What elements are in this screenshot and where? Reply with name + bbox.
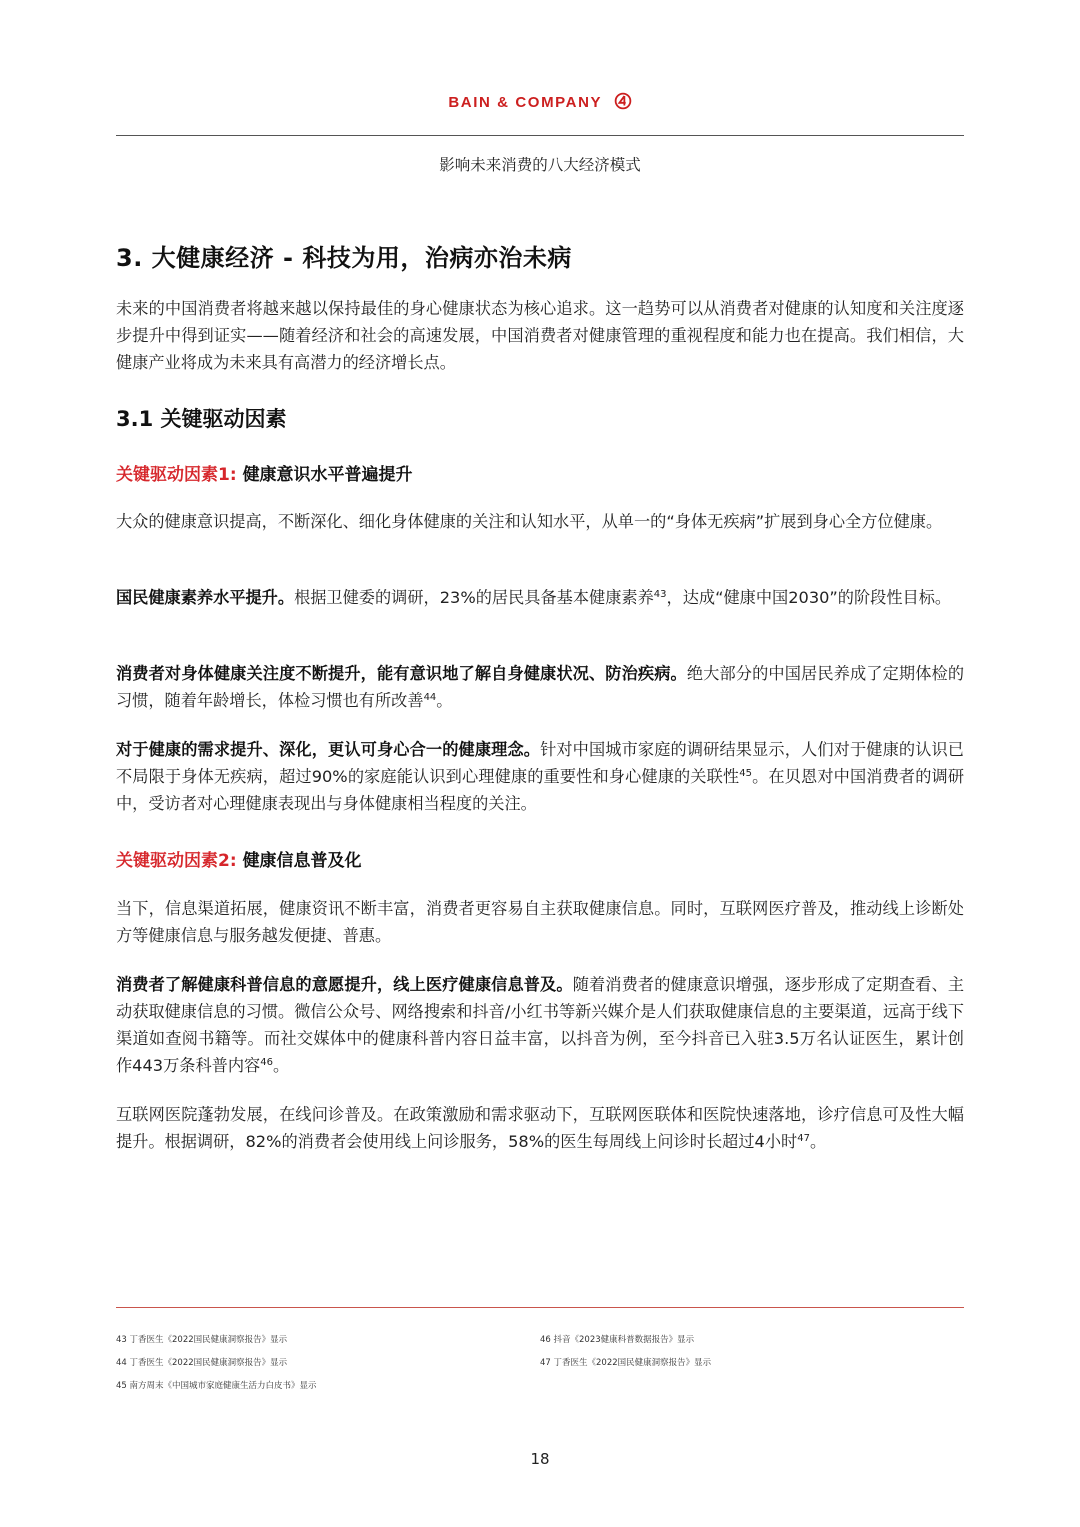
driver1-paragraph-4	[116, 736, 964, 817]
driver1-p2-text: 根据卫健委的调研，23%的居民具备基本健康素养	[294, 588, 654, 607]
driver1-paragraph-2	[116, 584, 964, 611]
driver2-title: 健康信息普及化	[242, 851, 362, 871]
driver2-heading	[116, 846, 964, 871]
driver2-p2-text: 随着消费者的健康意识增强，逐步形成了定期查看、主动获取健康信息的习惯。微信公众号、网络搜索和抖音/小红书等新兴媒介是人们获取健康信息的主要渠道，远高于线下渠道如查阅书籍等。而社交媒体中的健康科普内容日益丰富，以抖音为例，至今抖音已入驻3.5万名认证医生，累计创作443万条科普内容	[116, 975, 965, 1075]
driver1-p4-lead: 对于健康的需求提升、深化，更认可身心合一的健康理念。	[116, 740, 541, 759]
footnote-ref-43: 43	[653, 589, 667, 600]
driver2-p2-lead: 消费者了解健康科普信息的意愿提升，线上医疗健康信息普及。	[116, 975, 573, 994]
driver2-label: 关键驱动因素2:	[116, 851, 237, 871]
driver2-paragraph-1: 当下，信息渠道拓展，健康资讯不断丰富，消费者更容易自主获取健康信息。同时，互联网医疗普及，推动线上诊断处方等健康信息与服务越发便捷、普惠。	[116, 899, 964, 945]
driver1-label: 关键驱动因素1:	[116, 465, 237, 485]
bain-circle-logo-icon	[614, 92, 632, 110]
brand-name: BAIN & COMPANY	[448, 94, 602, 111]
header-divider	[116, 135, 964, 136]
driver2-paragraph-2	[116, 971, 964, 1079]
driver1-p2-tail: ，达成“健康中国2030”的阶段性目标。	[666, 588, 952, 607]
driver1-p2-lead: 国民健康素养水平提升。	[116, 588, 295, 607]
footnote-ref-44: 44	[423, 692, 437, 703]
footnote-46: 46 抖音《2023健康科普数据报告》显示	[540, 1335, 695, 1345]
driver1-p4-text: 针对中国城市家庭的调研结果显示，人们对于健康的认识已不局限于身体无疾病，超过90%的家庭能认识到心理健康的重要性和身心健康的关联性	[116, 740, 964, 786]
running-title: 影响未来消费的八大经济模式	[439, 156, 641, 174]
subsection-title: 3.1 关键驱动因素	[116, 407, 287, 431]
section-intro: 未来的中国消费者将越来越以保持最佳的身心健康状态为核心追求。这一趋势可以从消费者对健康的认知度和关注度逐步提升中得到证实——随着经济和社会的高速发展，中国消费者对健康管理的重视程度和能力也在提高。我们相信，大健康产业将成为未来具有高潜力的经济增长点。	[116, 299, 964, 372]
driver1-title: 健康意识水平普遍提升	[242, 465, 413, 485]
driver1-p3-tail: 。	[436, 691, 453, 710]
driver2-p2-tail: 。	[272, 1056, 290, 1075]
footnote-44: 44 丁香医生《2022国民健康洞察报告》显示	[116, 1358, 288, 1368]
driver1-paragraph-3	[116, 660, 964, 714]
section-title: 3. 大健康经济 - 科技为用，治病亦治未病	[116, 244, 572, 272]
footnote-45: 45 南方周末《中国城市家庭健康生活力白皮书》显示	[116, 1381, 317, 1391]
driver1-heading	[116, 460, 964, 485]
footnote-divider	[116, 1307, 964, 1308]
driver1-p3-lead: 消费者对身体健康关注度不断提升，能有意识地了解自身健康状况、防治疾病。	[116, 664, 687, 683]
footnote-ref-46: 46	[260, 1057, 273, 1068]
footnote-ref-47: 47	[797, 1133, 810, 1144]
driver2-p3-tail: 。	[809, 1132, 827, 1151]
footnote-47: 47 丁香医生《2022国民健康洞察报告》显示	[540, 1358, 712, 1368]
footnote-ref-45: 45	[739, 768, 752, 779]
driver2-paragraph-3	[116, 1101, 964, 1155]
footnote-43: 43 丁香医生《2022国民健康洞察报告》显示	[116, 1335, 288, 1345]
driver2-p3-text: 互联网医院蓬勃发展，在线问诊普及。在政策激励和需求驱动下，互联网医联体和医院快速落地，诊疗信息可及性大幅提升。根据调研，82%的消费者会使用线上问诊服务，58%的医生每周线上问诊时长超过4小时	[116, 1105, 964, 1151]
driver1-p3-text: 绝大部分的中国居民养成了定期体检的习惯，随着年龄增长，体检习惯也有所改善	[116, 664, 965, 710]
driver1-paragraph-1: 大众的健康意识提高，不断深化、细化身体健康的关注和认知水平，从单一的“身体无疾病”扩展到身心全方位健康。	[116, 512, 943, 531]
brand-logo	[0, 92, 1080, 111]
driver1-p4-tail: 。在贝恩对中国消费者的调研中，受访者对心理健康表现出与身体健康相当程度的关注。	[116, 767, 965, 813]
page-number: 18	[530, 1450, 550, 1468]
